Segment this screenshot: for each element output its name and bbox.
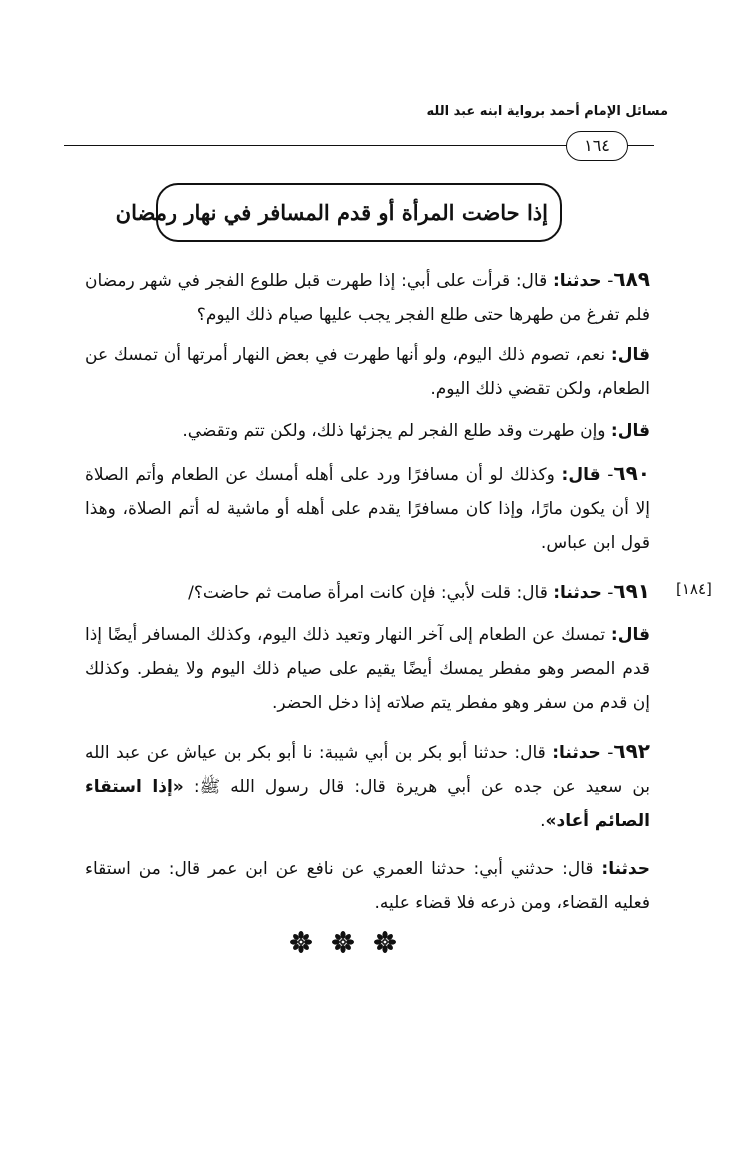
paragraph-text: وإن طهرت وقد طلع الفجر لم يجزئها ذلك، ولكن تتم وتقضي. bbox=[182, 421, 611, 441]
keyword: حدثنا: bbox=[552, 743, 601, 763]
chapter-heading-box bbox=[115, 183, 562, 242]
running-header-title: مسائل الإمام أحمد برواية ابنه عبد الله bbox=[426, 104, 668, 119]
paragraph-text: قال: قلت لأبي: فإن كانت امرأة صامت ثم حاضت؟/ bbox=[188, 583, 554, 603]
hadith-quote: «إذا استقاء الصائم أعاد» bbox=[85, 777, 650, 831]
paragraph-answer-3 bbox=[85, 618, 650, 720]
paragraph-text: قال: حدثني أبي: حدثنا العمري عن نافع عن ابن عمر قال: من استقاء فعليه القضاء، ومن ذرعه فلا قضاء عليه. bbox=[85, 859, 650, 913]
paragraph-690 bbox=[85, 456, 650, 560]
keyword: قال: bbox=[610, 345, 650, 365]
ornament-row bbox=[288, 930, 398, 954]
paragraph-text: وكذلك لو أن مسافرًا ورد على أهله أمسك عن الطعام وأتم الصلاة إلا أن يكون مارًا، وإذا كان مسافرًا يقدم على أهله أو ماشية له أتم الصلاة، وهذا قول ابن عباس. bbox=[85, 465, 650, 553]
flower-ornament-icon bbox=[372, 930, 398, 954]
paragraph-689 bbox=[85, 262, 650, 332]
entry-dash: - bbox=[601, 583, 614, 603]
keyword: حدثنا: bbox=[553, 583, 602, 603]
flower-ornament-icon bbox=[288, 930, 314, 954]
keyword: قال: bbox=[610, 625, 650, 645]
entry-number: ٦٩٠ bbox=[613, 461, 650, 485]
entry-number: ٦٩١ bbox=[613, 579, 650, 603]
header-rule bbox=[64, 145, 568, 146]
page-number: ١٦٤ bbox=[566, 131, 628, 161]
entry-dash: - bbox=[601, 271, 614, 291]
flower-ornament-icon bbox=[330, 930, 356, 954]
keyword: حدثنا: bbox=[552, 271, 602, 291]
entry-dash: - bbox=[600, 465, 614, 485]
paragraph-691 bbox=[85, 574, 650, 610]
paragraph-final bbox=[85, 852, 650, 920]
paragraph-text: تمسك عن الطعام إلى آخر النهار وتعيد ذلك اليوم، وكذلك المسافر أيضًا إذا قدم المصر وهو مفطر يمسك أيضًا يقيم على صيام ذلك اليوم ولا يفطر. وكذلك إن قدم من سفر وهو مفطر يتم صلاته إذا دخل الحضر. bbox=[85, 625, 650, 713]
paragraph-text: قال: حدثنا أبو بكر بن أبي شيبة: نا أبو بكر بن عياش عن عبد الله بن سعيد عن جده عن أبي هريرة قال: قال رسول الله ﷺ: bbox=[85, 743, 650, 797]
entry-number: ٦٨٩ bbox=[613, 267, 650, 291]
keyword: حدثنا: bbox=[601, 859, 650, 879]
header-rule-right bbox=[624, 145, 654, 146]
paragraph-answer-2 bbox=[85, 414, 650, 448]
paragraph-answer-1 bbox=[85, 338, 650, 406]
entry-number: ٦٩٢ bbox=[613, 739, 650, 763]
keyword: قال: bbox=[561, 465, 601, 485]
paragraph-text: قال: قرأت على أبي: إذا طهرت قبل طلوع الفجر في شهر رمضان فلم تفرغ من طهرها حتى طلع الفجر يجب عليها صيام ذلك اليوم؟ bbox=[85, 271, 650, 325]
paragraph-692 bbox=[85, 734, 650, 838]
paragraph-tail: . bbox=[540, 811, 546, 831]
margin-reference: [١٨٤] bbox=[676, 580, 712, 598]
chapter-title: إذا حاضت المرأة أو قدم المسافر في نهار رمضان bbox=[115, 200, 548, 225]
paragraph-text: نعم، تصوم ذلك اليوم، ولو أنها طهرت في بعض النهار أمرتها أن تمسك عن الطعام، ولكن تقضي ذلك اليوم. bbox=[85, 345, 650, 399]
keyword: قال: bbox=[610, 421, 650, 441]
entry-dash: - bbox=[600, 743, 614, 763]
